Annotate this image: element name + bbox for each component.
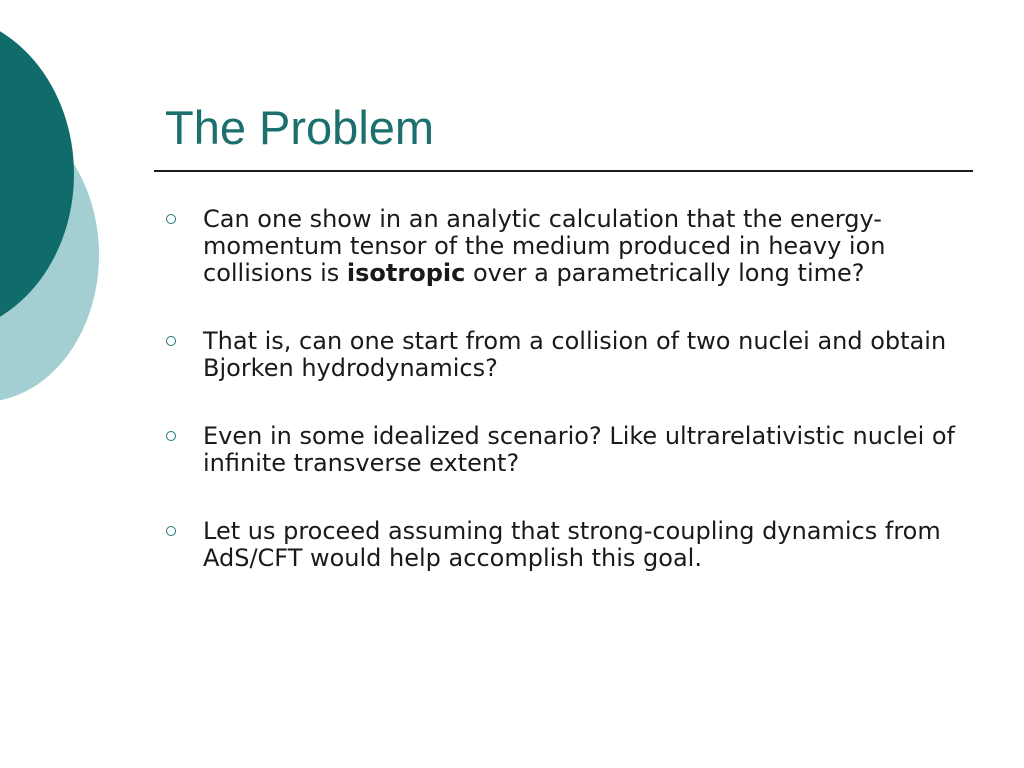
bullet-text-2: That is, can one start from a collision of two nuclei and obtain Bjorken hydrodynamics? xyxy=(203,327,947,382)
hollow-circle-bullet-icon xyxy=(166,431,176,441)
slide-title: The Problem xyxy=(165,101,435,154)
bullet-text-3: Even in some idealized scenario? Like ultrarelativistic nuclei of infinite transverse extent? xyxy=(203,422,956,477)
hollow-circle-bullet-icon xyxy=(166,214,176,224)
bullet-text-1-after: over a parametrically long time? xyxy=(465,259,865,287)
bullet-text-4: Let us proceed assuming that strong-coupling dynamics from AdS/CFT would help accomplish this goal. xyxy=(203,517,941,572)
bullet-item-1 xyxy=(165,206,985,287)
bullet-text-1-before: Can one show in an analytic calculation that the energy-momentum tensor of the medium produced in heavy ion collisions is xyxy=(203,205,886,287)
title-divider xyxy=(154,170,973,172)
bullet-list xyxy=(165,206,985,613)
hollow-circle-bullet-icon xyxy=(166,336,176,346)
hollow-circle-bullet-icon xyxy=(166,526,176,536)
bullet-item-4 xyxy=(165,518,985,572)
bullet-item-2 xyxy=(165,328,985,382)
bullet-emphasis-isotropic: isotropic xyxy=(346,259,466,287)
bullet-text-1 xyxy=(203,205,885,287)
bullet-item-3 xyxy=(165,423,985,477)
